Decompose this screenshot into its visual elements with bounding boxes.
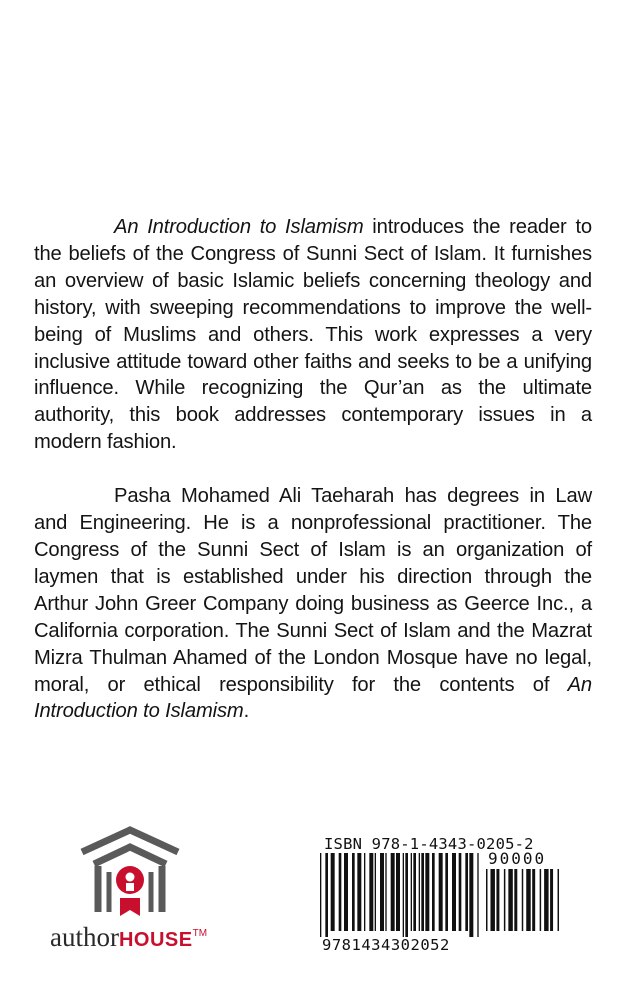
barcode-bar	[459, 853, 462, 931]
barcode-bar	[380, 853, 384, 931]
publisher-logo	[50, 826, 220, 952]
blurb-paragraph-2-text: Pasha Mohamed Ali Taeharah has degrees in Law and Engineering. He is a nonprofessional practitioner. The Congress of the Sunni Sect of Islam is an organization of laymen that is established under his direction through the Arthur John Greer Company doing business as Geerce Inc., a California corporation. The Sunni Sect of Islam and the Mazrat Mizra Thulman Ahamed of the London Mosque have no legal, moral, or ethical responsibility for the contents of	[34, 485, 592, 696]
barcode-bar	[477, 853, 478, 937]
back-cover-blurb	[34, 214, 592, 752]
price-barcode-bars	[484, 869, 562, 937]
barcode-bar	[439, 853, 443, 931]
barcode-bar	[385, 853, 386, 931]
ean-barcode-bars	[318, 853, 480, 937]
barcode-bar	[486, 869, 487, 931]
barcode-bar	[405, 853, 408, 937]
barcode-bar	[396, 853, 400, 931]
barcode-bar	[526, 869, 530, 931]
barcode-bar	[331, 853, 335, 931]
barcode-bar	[352, 853, 355, 931]
wordmark-author: author	[50, 922, 119, 952]
publisher-wordmark	[50, 922, 207, 953]
barcode-bar	[532, 869, 535, 931]
isbn-label: ISBN 978-1-4343-0205-2	[324, 835, 534, 853]
wordmark-house: HOUSE	[118, 929, 193, 951]
trademark-symbol: TM	[192, 928, 208, 939]
barcode-bar	[339, 853, 342, 931]
blurb-paragraph-2-end: .	[243, 700, 250, 723]
barcode-bar	[425, 853, 429, 931]
barcode-bar	[522, 869, 523, 931]
ean-number-label: 9781434302052	[322, 936, 450, 954]
barcode-bar	[369, 853, 373, 931]
barcode-bar	[325, 853, 328, 937]
barcode-bar	[445, 853, 448, 931]
isbn-barcode	[318, 835, 566, 965]
blurb-paragraph-1	[34, 214, 592, 456]
barcode-bar	[403, 853, 404, 937]
barcode-bar	[508, 869, 512, 931]
price-code-label: 90000	[488, 849, 547, 868]
barcode-bar	[391, 853, 395, 931]
barcode-bar	[558, 869, 559, 931]
barcode-bar	[375, 853, 376, 931]
barcode-bar	[344, 853, 348, 931]
barcode-bar	[490, 869, 494, 931]
book-title-italic: An Introduction to Islamism	[34, 673, 592, 723]
blurb-paragraph-1-text: introduces the reader to the beliefs of the Congress of Sunni Sect of Islam. It furnishes an overview of basic Islamic beliefs concerning theology and history, with sweeping recommendations to improve the well-being of Muslims and others. This work expresses a very inclusive attitude toward other faiths and seeks to be a unifying influence. While recognizing the Qur’an as the ultimate authority, this book addresses contemporary issues in a modern fashion.	[34, 216, 592, 454]
barcode-bar	[364, 853, 365, 931]
barcode-bar	[496, 869, 499, 931]
barcode-bar	[452, 853, 456, 931]
barcode-bar	[419, 853, 420, 931]
book-title-italic: An Introduction to Islamism	[114, 216, 364, 238]
barcode-bar	[465, 853, 468, 931]
barcode-bar	[411, 853, 412, 931]
barcode-bar	[550, 869, 553, 931]
blurb-paragraph-2	[34, 483, 592, 725]
barcode-bar	[514, 869, 517, 931]
barcode-bar	[544, 869, 548, 931]
barcode-bar	[320, 853, 321, 937]
barcode-bar	[421, 853, 424, 931]
barcode-bar	[413, 853, 416, 931]
barcode-bar	[540, 869, 541, 931]
barcode-bar	[432, 853, 435, 931]
barcode-bar	[469, 853, 473, 937]
barcode-bar	[504, 869, 505, 931]
barcode-bar	[357, 853, 361, 931]
house-person-logo-icon	[78, 826, 182, 918]
